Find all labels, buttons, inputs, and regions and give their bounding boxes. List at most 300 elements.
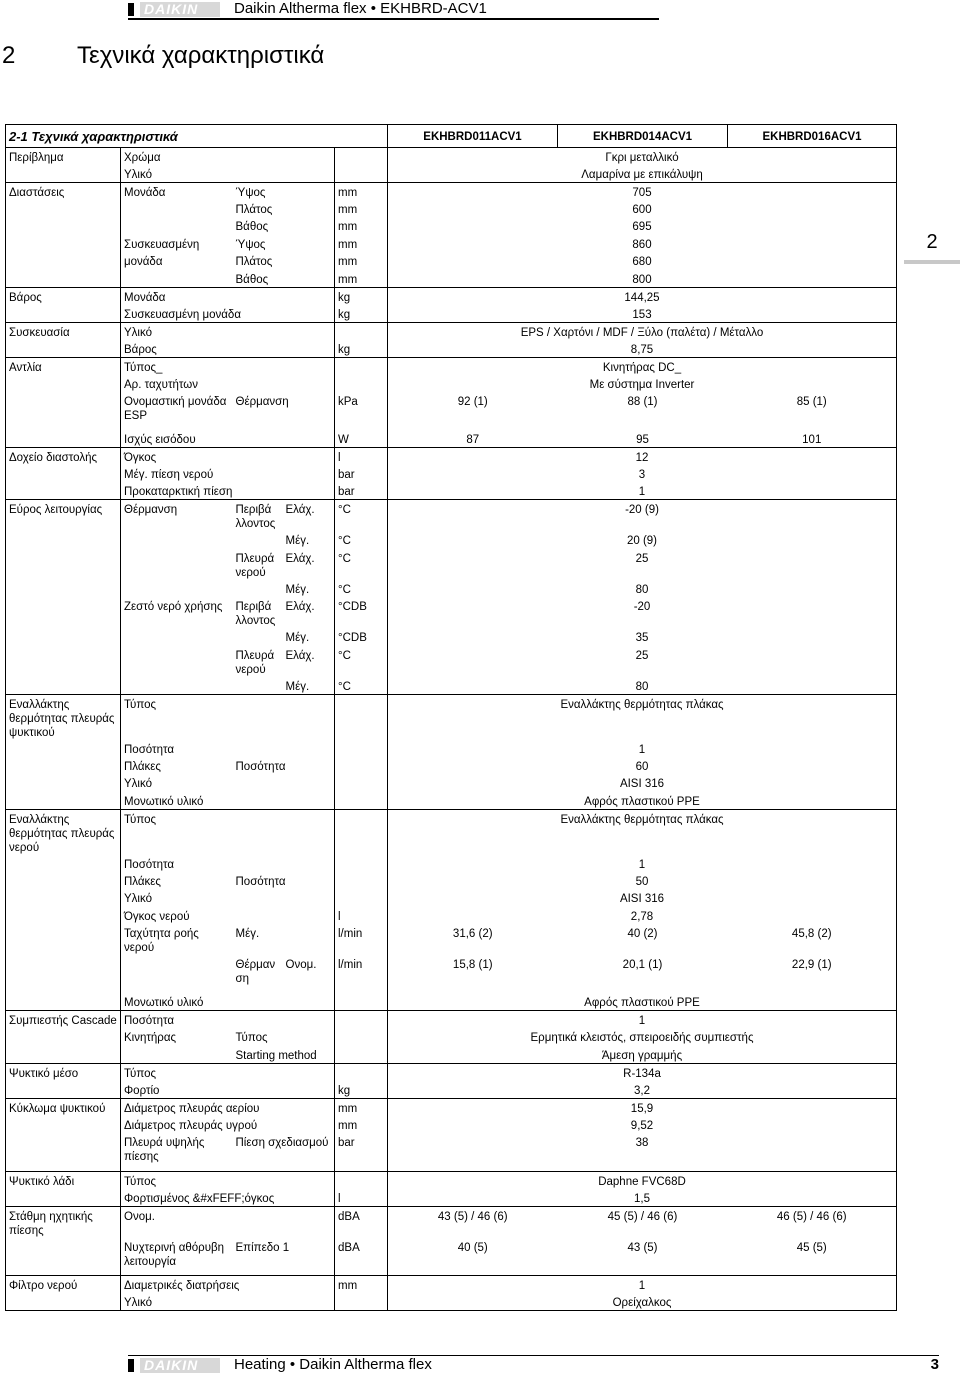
- property-label: [121, 270, 233, 288]
- table-row: [6, 200, 897, 217]
- property-label: μονάδα: [121, 252, 233, 269]
- unit-label: kg: [335, 305, 388, 323]
- unit-label: [335, 809, 388, 855]
- property-label: Ζεστό νερό χρήσης: [121, 597, 233, 628]
- property-label: [121, 217, 233, 234]
- value-all-models: 3: [388, 465, 897, 482]
- table-row: [6, 1238, 897, 1276]
- property-label: Υλικό: [121, 1293, 335, 1311]
- value-model-2: 40 (2): [627, 928, 658, 941]
- footer-text: Heating • Daikin Altherma flex: [234, 1356, 432, 1373]
- sub-property-label: Θέρμαν ση: [235, 959, 276, 986]
- table-row: [6, 1276, 897, 1294]
- value-all-models: Αφρός πλαστικού PPE: [388, 993, 897, 1011]
- value-all-models: 2,78: [388, 907, 897, 924]
- table-row: [6, 148, 897, 166]
- value-all-models: 80: [388, 580, 897, 597]
- side-tab: [904, 226, 960, 266]
- value-all-models: 38: [388, 1133, 897, 1171]
- table-row: [6, 809, 897, 855]
- group-label: [6, 1081, 121, 1099]
- page-header: [128, 0, 659, 20]
- value-all-models: 1: [388, 855, 897, 872]
- footer-bar: [128, 1359, 134, 1372]
- group-label: [6, 430, 121, 448]
- property-label: Διάμετρος πλευράς υγρού: [121, 1116, 335, 1133]
- sub-property-label: Τύπος: [235, 1032, 268, 1045]
- property-label: Συσκευασμένη: [121, 235, 233, 252]
- group-label: [6, 646, 121, 677]
- group-label: [6, 340, 121, 358]
- table-row: [6, 757, 897, 774]
- property-label: Όγκος: [121, 447, 335, 465]
- group-label: Δοχείο διαστολής: [6, 447, 121, 465]
- property-label: [121, 531, 233, 548]
- unit-label: [335, 1028, 388, 1045]
- table-heading: 2-1 Τεχνικά χαρακτηριστικά: [6, 125, 388, 148]
- value-model-1: 92 (1): [388, 392, 558, 430]
- property-label: Υλικό: [121, 889, 335, 906]
- property-label: Φορτισμένος &#xFEFF;όγκος: [121, 1189, 335, 1207]
- unit-label: [335, 1063, 388, 1081]
- group-label: Αντλία: [6, 357, 121, 375]
- value-all-models: 15,9: [388, 1098, 897, 1116]
- table-row: [6, 1063, 897, 1081]
- table-row: [6, 465, 897, 482]
- group-label: Στάθμη ηχητικής πίεσης: [6, 1206, 121, 1238]
- property-label: Θέρμανση: [121, 500, 233, 532]
- model-header-1: EKHBRD011ACV1: [388, 125, 558, 148]
- table-row: [6, 357, 897, 375]
- group-label: [6, 270, 121, 288]
- table-row: [6, 165, 897, 183]
- unit-label: [335, 357, 388, 375]
- group-label: [6, 628, 121, 645]
- group-label: [6, 1046, 121, 1064]
- sub-property-label: Ποσότητα: [235, 760, 286, 773]
- property-label: Τύπος: [121, 809, 335, 855]
- sub-property-label: Ποσότητα: [235, 876, 286, 889]
- group-label: [6, 549, 121, 580]
- table-row: [6, 646, 897, 677]
- property-label: Πλάκες: [121, 872, 233, 889]
- value-all-models: 1: [388, 1011, 897, 1029]
- unit-label: [335, 757, 388, 774]
- unit-label: l: [335, 907, 388, 924]
- unit-label: bar: [335, 465, 388, 482]
- value-model-1: 43 (5) / 46 (6): [388, 1206, 558, 1238]
- qualifier-label: Μέγ.: [285, 583, 310, 596]
- table-row: [6, 322, 897, 340]
- header-text: Daikin Altherma flex • EKHBRD-ACV1: [234, 0, 487, 17]
- group-label: [6, 482, 121, 500]
- group-label: [6, 774, 121, 791]
- value-all-models: AISI 316: [388, 889, 897, 906]
- group-label: [6, 597, 121, 628]
- property-label: Ποσότητα: [121, 1011, 335, 1029]
- property-label: Μέγ. πίεση νερού: [121, 465, 335, 482]
- property-label: Ισχύς εισόδου: [121, 430, 335, 448]
- value-all-models: Εναλλάκτης θερμότητας πλάκας: [388, 809, 897, 855]
- unit-label: [335, 694, 388, 740]
- table-row: [6, 549, 897, 580]
- value-all-models: 1,5: [388, 1189, 897, 1207]
- unit-label: l/min: [335, 924, 388, 955]
- unit-label: kPa: [335, 392, 388, 430]
- property-label: Διαμετρικές διατρήσεις: [121, 1276, 335, 1294]
- table-row: [6, 694, 897, 740]
- side-tab-underline: [904, 260, 960, 264]
- group-label: [6, 740, 121, 757]
- sub-property-label: Ύψος: [235, 238, 266, 251]
- value-all-models: 9,52: [388, 1116, 897, 1133]
- property-label: [121, 628, 233, 645]
- sub-property-label: Βάθος: [235, 273, 269, 286]
- property-label: [121, 549, 233, 580]
- value-all-models: 600: [388, 200, 897, 217]
- group-label: Περίβλημα: [6, 148, 121, 166]
- group-label: [6, 872, 121, 889]
- sub-property-label: [233, 677, 283, 695]
- value-model-1: 15,8 (1): [388, 955, 558, 993]
- property-label: Υλικό: [121, 774, 335, 791]
- table-row: [6, 1028, 897, 1045]
- page-footer: [128, 1355, 939, 1374]
- value-model-3: 45,8 (2): [728, 924, 897, 955]
- group-label: Ψυκτικό λάδι: [6, 1171, 121, 1189]
- unit-label: kg: [335, 287, 388, 305]
- group-label: [6, 235, 121, 252]
- table-row: [6, 1189, 897, 1207]
- value-all-models: Λαμαρίνα με επικάλυψη: [388, 165, 897, 183]
- property-label: [121, 677, 233, 695]
- value-model-3: 46 (5) / 46 (6): [728, 1206, 897, 1238]
- unit-label: [335, 1293, 388, 1311]
- table-row: [6, 597, 897, 628]
- unit-label: l: [335, 447, 388, 465]
- unit-label: °C: [335, 677, 388, 695]
- property-label: Μονωτικό υλικό: [121, 993, 335, 1011]
- qualifier-label: Ελάχ.: [285, 552, 315, 565]
- table-row: [6, 1011, 897, 1029]
- unit-label: [335, 375, 388, 392]
- model-header-2: EKHBRD014ACV1: [558, 125, 728, 148]
- group-label: [6, 1293, 121, 1311]
- value-model-2: 88 (1): [627, 395, 658, 408]
- qualifier-label: Μέγ.: [285, 632, 310, 645]
- page-title: [0, 42, 960, 70]
- table-row: [6, 907, 897, 924]
- unit-label: dBA: [335, 1238, 388, 1276]
- table-row: [6, 375, 897, 392]
- unit-label: dBA: [335, 1206, 388, 1238]
- property-label: Βάρος: [121, 340, 335, 358]
- property-label: Χρώμα: [121, 148, 335, 166]
- table-row: [6, 1081, 897, 1099]
- group-label: [6, 677, 121, 695]
- value-all-models: Κινητήρας DC_: [388, 357, 897, 375]
- table-row: [6, 235, 897, 252]
- table-row: [6, 1116, 897, 1133]
- unit-label: °C: [335, 580, 388, 597]
- table-header-row: [6, 125, 897, 148]
- value-all-models: 705: [388, 183, 897, 201]
- value-model-3: 101: [728, 430, 897, 448]
- side-tab-number: 2: [926, 231, 938, 253]
- qualifier-label: Μέγ.: [285, 535, 310, 548]
- unit-label: mm: [335, 235, 388, 252]
- table-row: [6, 392, 897, 430]
- unit-label: mm: [335, 1098, 388, 1116]
- sub-property-label: Επίπεδο 1: [235, 1241, 290, 1254]
- property-label: [121, 580, 233, 597]
- value-all-models: 680: [388, 252, 897, 269]
- property-label: Διάμετρος πλευράς αερίου: [121, 1098, 335, 1116]
- value-all-models: 35: [388, 628, 897, 645]
- value-all-models: R-134a: [388, 1063, 897, 1081]
- unit-label: °CDB: [335, 597, 388, 628]
- sub-property-label: Θέρμανση: [235, 395, 289, 408]
- property-label: Ποσότητα: [121, 855, 335, 872]
- property-label: [121, 955, 233, 993]
- qualifier-label: Μέγ.: [285, 680, 310, 693]
- group-label: [6, 1116, 121, 1133]
- value-all-models: AISI 316: [388, 774, 897, 791]
- unit-label: °C: [335, 500, 388, 532]
- value-model-1: 87: [388, 430, 558, 448]
- sub-property-label: Starting method: [235, 1049, 317, 1062]
- value-all-models: Γκρι μεταλλικό: [388, 148, 897, 166]
- table-row: [6, 628, 897, 645]
- group-label: [6, 465, 121, 482]
- qualifier-label: Ελάχ.: [285, 601, 315, 614]
- page-number: 3: [930, 1356, 939, 1373]
- unit-label: mm: [335, 270, 388, 288]
- property-label: Ταχύτητα ροής νερού: [121, 924, 233, 955]
- value-model-2: 20,1 (1): [622, 959, 663, 972]
- value-all-models: Με σύστημα Inverter: [388, 375, 897, 392]
- property-label: Ονομ.: [121, 1206, 335, 1238]
- group-label: [6, 165, 121, 183]
- value-model-2: 43 (5): [627, 1241, 658, 1254]
- sub-property-label: Πλευρά νερού: [235, 552, 275, 579]
- table-row: [6, 1098, 897, 1116]
- property-label: Μονάδα: [121, 183, 233, 201]
- daikin-logo: DAIKIN: [140, 1358, 220, 1373]
- group-label: [6, 252, 121, 269]
- value-all-models: 60: [388, 757, 897, 774]
- qualifier-label: Ονομ.: [285, 959, 317, 972]
- qualifier-label: Ελάχ.: [285, 649, 315, 662]
- value-all-models: Άμεση γραμμής: [388, 1046, 897, 1064]
- table-row: [6, 252, 897, 269]
- group-label: [6, 1189, 121, 1207]
- property-label: Πλάκες: [121, 757, 233, 774]
- sub-property-label: [233, 580, 283, 597]
- value-model-1: 40 (5): [388, 1238, 558, 1276]
- group-label: [6, 200, 121, 217]
- table-row: [6, 340, 897, 358]
- table-row: [6, 287, 897, 305]
- property-label: Τύπος: [121, 1063, 335, 1081]
- group-label: Συσκευασία: [6, 322, 121, 340]
- unit-label: mm: [335, 252, 388, 269]
- group-label: [6, 1238, 121, 1276]
- unit-label: l: [335, 1189, 388, 1207]
- group-label: [6, 993, 121, 1011]
- qualifier-label: Ελάχ.: [283, 500, 335, 532]
- value-all-models: 860: [388, 235, 897, 252]
- specs-table-body: [6, 125, 897, 1311]
- property-label: Πλευρά υψηλής πίεσης: [121, 1133, 233, 1171]
- value-all-models: Αφρός πλαστικού PPE: [388, 792, 897, 810]
- value-all-models: Εναλλάκτης θερμότητας πλάκας: [388, 694, 897, 740]
- table-row: [6, 183, 897, 201]
- unit-label: bar: [335, 482, 388, 500]
- property-label: Φορτίο: [121, 1081, 335, 1099]
- unit-label: [335, 1011, 388, 1029]
- value-all-models: Ερμητικά κλειστός, σπειροειδής συμπιεστής: [388, 1028, 897, 1045]
- table-row: [6, 924, 897, 955]
- model-header-3: EKHBRD016ACV1: [728, 125, 897, 148]
- value-all-models: Ορείχαλκος: [388, 1293, 897, 1311]
- group-label: [6, 217, 121, 234]
- table-row: [6, 270, 897, 288]
- property-label: Υλικό: [121, 322, 335, 340]
- specs-table: [5, 124, 897, 1311]
- value-all-models: 144,25: [388, 287, 897, 305]
- table-row: [6, 580, 897, 597]
- group-label: Εναλλάκτης θερμότητας πλευράς νερού: [6, 809, 121, 855]
- unit-label: [335, 855, 388, 872]
- unit-label: [335, 774, 388, 791]
- value-model-3: 45 (5): [728, 1238, 897, 1276]
- section-number: 2: [2, 42, 16, 69]
- group-label: Εύρος λειτουργίας: [6, 500, 121, 532]
- unit-label: mm: [335, 1276, 388, 1294]
- table-row: [6, 305, 897, 323]
- property-label: Τύπος: [121, 694, 335, 740]
- unit-label: [335, 792, 388, 810]
- unit-label: l/min: [335, 955, 388, 993]
- property-label: Όγκος νερού: [121, 907, 335, 924]
- property-label: Ονομαστική μονάδα ESP: [121, 392, 233, 430]
- property-label: Τύπος: [121, 1171, 335, 1189]
- group-label: Κύκλωμα ψυκτικού: [6, 1098, 121, 1116]
- daikin-logo: DAIKIN: [140, 2, 220, 17]
- table-row: [6, 217, 897, 234]
- group-label: [6, 955, 121, 993]
- sub-property-label: Περιβά λλοντος: [235, 601, 276, 628]
- sub-property-label: Πλάτος: [235, 256, 273, 269]
- unit-label: kg: [335, 1081, 388, 1099]
- table-row: [6, 677, 897, 695]
- table-row: [6, 855, 897, 872]
- unit-label: °C: [335, 646, 388, 677]
- unit-label: [335, 740, 388, 757]
- header-bar: [128, 3, 134, 16]
- property-label: Ποσότητα: [121, 740, 335, 757]
- value-all-models: EPS / Χαρτόνι / MDF / Ξύλο (παλέτα) / Μέταλλο: [388, 322, 897, 340]
- property-label: Τύπος_: [121, 357, 335, 375]
- group-label: [6, 580, 121, 597]
- unit-label: [335, 872, 388, 889]
- sub-property-label: Μέγ.: [235, 928, 260, 941]
- value-all-models: Daphne FVC68D: [388, 1171, 897, 1189]
- value-all-models: 8,75: [388, 340, 897, 358]
- value-all-models: 800: [388, 270, 897, 288]
- value-all-models: 1: [388, 1276, 897, 1294]
- value-all-models: 12: [388, 447, 897, 465]
- group-label: [6, 375, 121, 392]
- table-row: [6, 993, 897, 1011]
- unit-label: mm: [335, 1116, 388, 1133]
- sub-property-label: Πλευρά νερού: [235, 649, 275, 676]
- table-row: [6, 955, 897, 993]
- unit-label: bar: [335, 1133, 388, 1171]
- table-row: [6, 531, 897, 548]
- sub-property-label: Ύψος: [233, 183, 335, 201]
- group-label: Ψυκτικό μέσο: [6, 1063, 121, 1081]
- unit-label: °CDB: [335, 628, 388, 645]
- section-title: Τεχνικά χαρακτηριστικά: [77, 42, 325, 69]
- unit-label: [335, 165, 388, 183]
- unit-label: kg: [335, 340, 388, 358]
- value-all-models: -20: [388, 597, 897, 628]
- value-all-models: 50: [388, 872, 897, 889]
- value-all-models: 20 (9): [388, 531, 897, 548]
- unit-label: [335, 889, 388, 906]
- group-label: Φίλτρο νερού: [6, 1276, 121, 1294]
- group-label: [6, 907, 121, 924]
- value-all-models: 153: [388, 305, 897, 323]
- sub-property-label: [233, 628, 283, 645]
- value-all-models: 25: [388, 549, 897, 580]
- value-model-2: 95: [636, 433, 649, 446]
- value-all-models: 1: [388, 740, 897, 757]
- table-row: [6, 482, 897, 500]
- value-all-models: 80: [388, 677, 897, 695]
- table-row: [6, 889, 897, 906]
- sub-property-label: [233, 531, 283, 548]
- table-row: [6, 1171, 897, 1189]
- sub-property-label: Πίεση σχεδιασμού: [235, 1137, 329, 1150]
- value-all-models: 1: [388, 482, 897, 500]
- group-label: [6, 305, 121, 323]
- unit-label: mm: [335, 200, 388, 217]
- table-row: [6, 500, 897, 532]
- table-row: [6, 792, 897, 810]
- value-model-1: 31,6 (2): [388, 924, 558, 955]
- group-label: [6, 889, 121, 906]
- sub-property-label: Περιβά λλοντος: [233, 500, 283, 532]
- unit-label: [335, 1046, 388, 1064]
- group-label: [6, 531, 121, 548]
- value-all-models: 25: [388, 646, 897, 677]
- group-label: [6, 1133, 121, 1171]
- property-label: Υλικό: [121, 165, 335, 183]
- sub-property-label: Πλάτος: [235, 204, 273, 216]
- group-label: [6, 792, 121, 810]
- unit-label: [335, 322, 388, 340]
- group-label: [6, 392, 121, 430]
- table-row: [6, 774, 897, 791]
- property-label: Συσκευασμένη μονάδα: [121, 305, 335, 323]
- table-row: [6, 872, 897, 889]
- group-label: [6, 924, 121, 955]
- property-label: Αρ. ταχυτήτων: [121, 375, 335, 392]
- group-label: Βάρος: [6, 287, 121, 305]
